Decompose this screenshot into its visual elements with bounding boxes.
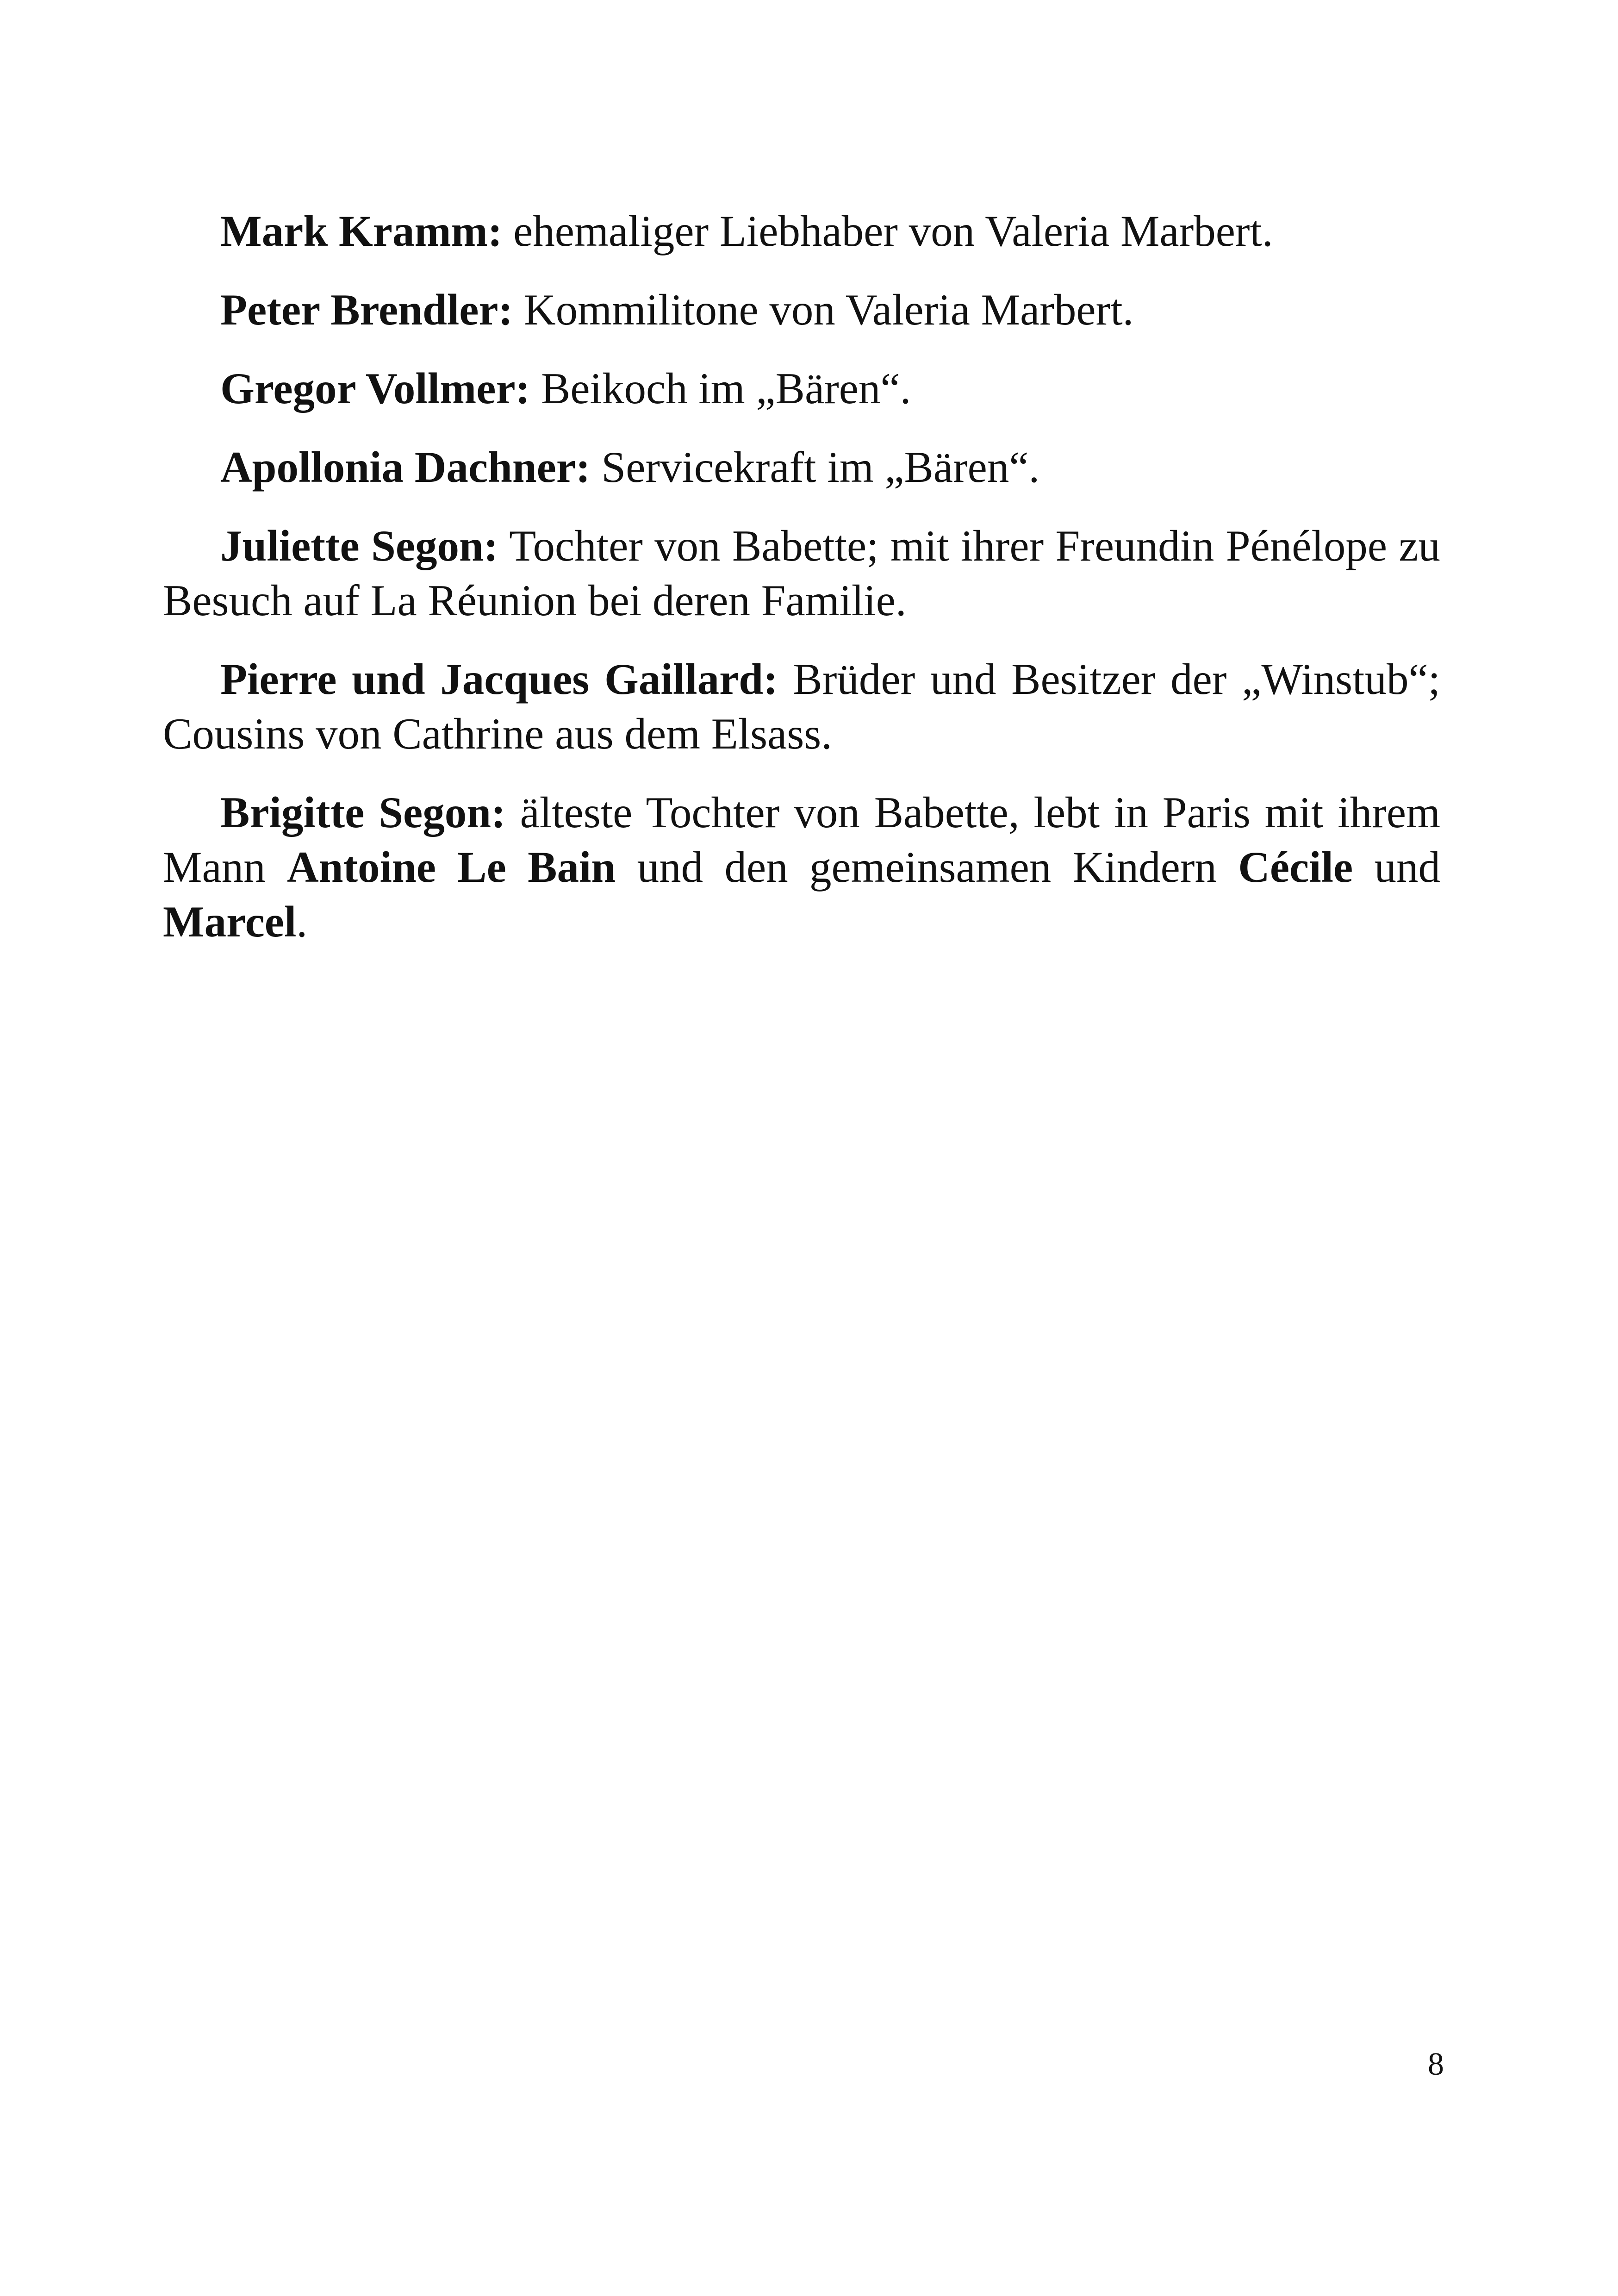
- character-name: Brigitte Segon:: [220, 788, 506, 837]
- related-name-cecile: Cécile: [1238, 842, 1353, 892]
- character-description: ehemaliger Liebhaber von Valeria Marbert.: [502, 206, 1273, 256]
- character-description: Servicekraft im „Bären“.: [590, 443, 1040, 492]
- character-description: Tochter von Babette; mit ihrer Freundin Pénélope zu Besuch auf La Réunion bei deren Familie.: [163, 521, 1440, 625]
- character-entry-apollonia-dachner: [163, 440, 1440, 494]
- character-description-connector: und: [1353, 842, 1440, 892]
- character-description: Beikoch im „Bären“.: [530, 364, 911, 413]
- character-description: Brüder und Besitzer der „Winstub“; Cousins von Cathrine aus dem Elsass.: [163, 655, 1441, 758]
- character-entry-gregor-vollmer: [163, 361, 1440, 416]
- character-description-continued: und den gemeinsamen Kindern: [616, 842, 1238, 892]
- character-name: Peter Brendler:: [220, 285, 513, 334]
- character-list: [163, 204, 1440, 973]
- character-entry-gaillard-brothers: [163, 652, 1440, 761]
- character-description: älteste Tochter von Babette, lebt in Paris mit ihrem Mann: [163, 788, 1440, 892]
- character-entry-brigitte-segon: [163, 785, 1440, 949]
- character-name: Gregor Vollmer:: [220, 364, 530, 413]
- character-description: Kommilitone von Valeria Marbert.: [513, 285, 1134, 334]
- character-entry-peter-brendler: [163, 282, 1440, 337]
- character-name: Pierre und Jacques Gaillard:: [220, 655, 778, 704]
- character-name: Juliette Segon:: [220, 521, 498, 570]
- character-entry-mark-kramm: [163, 204, 1440, 258]
- sentence-end: .: [296, 897, 308, 946]
- related-name-marcel: Marcel: [163, 897, 297, 946]
- character-name: Mark Kramm:: [220, 206, 503, 256]
- character-name: Apollonia Dachner:: [220, 443, 591, 492]
- related-name-antoine-le-bain: Antoine Le Bain: [286, 842, 616, 892]
- character-entry-juliette-segon: [163, 518, 1440, 628]
- page-number: 8: [1428, 2046, 1444, 2082]
